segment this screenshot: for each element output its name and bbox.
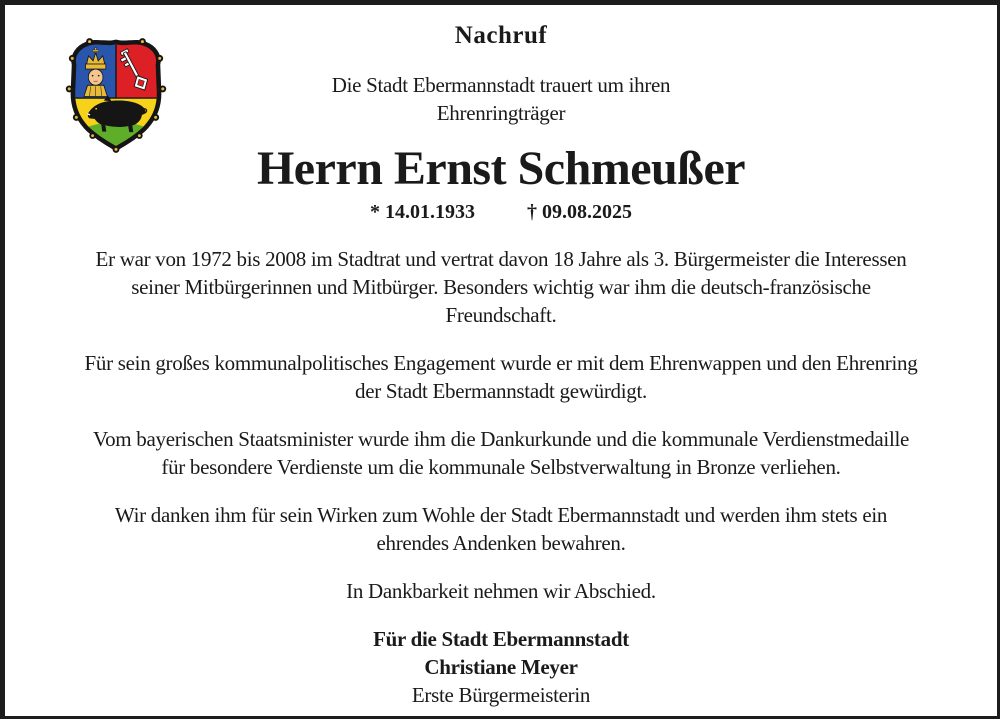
body-line: Freundschaft.: [445, 303, 557, 327]
obituary-body: [5, 245, 997, 709]
life-dates: [5, 199, 997, 225]
body-line: Er war von 1972 bis 2008 im Stadtrat und vertrat davon 18 Jahre als 3. Bürgermeister die Interessen: [95, 247, 907, 271]
signature-block: [5, 625, 997, 709]
body-line: Vom bayerischen Staatsminister wurde ihm die Dankurkunde und die kommunale Verdienstmedaille: [92, 427, 910, 451]
closing-line: In Dankbarkeit nehmen wir Abschied.: [346, 579, 656, 603]
coat-of-arms-ebermannstadt-icon: [60, 35, 172, 155]
paragraph-1: [5, 245, 997, 329]
body-line: für besondere Verdienste um die kommunale Selbstverwaltung in Bronze verliehen.: [161, 455, 841, 479]
signature-name: Christiane Meyer: [424, 655, 578, 679]
body-line: seiner Mitbürgerinnen und Mitbürger. Besonders wichtig war ihm die deutsch-französische: [131, 275, 871, 299]
intro-line: Ehrenringträger: [436, 101, 566, 125]
body-line: Für sein großes kommunalpolitisches Engagement wurde er mit dem Ehrenwappen und den Ehrenring: [84, 351, 918, 375]
birth-date: * 14.01.1933: [370, 201, 475, 223]
deceased-name: Herrn Ernst Schmeußer: [256, 142, 746, 195]
paragraph-2: [5, 349, 997, 405]
intro-line: Die Stadt Ebermannstadt trauert um ihren: [331, 73, 671, 97]
body-line: der Stadt Ebermannstadt gewürdigt.: [355, 379, 647, 403]
signature-org: Für die Stadt Ebermannstadt: [373, 627, 629, 651]
death-date: † 09.08.2025: [527, 201, 632, 223]
signature-role: Erste Bürgermeisterin: [411, 683, 591, 707]
paragraph-4: [5, 501, 997, 557]
body-line: Wir danken ihm für sein Wirken zum Wohle der Stadt Ebermannstadt und werden ihm stets ein: [114, 503, 888, 527]
body-line: ehrendes Andenken bewahren.: [376, 531, 626, 555]
page-title: Nachruf: [454, 22, 548, 49]
paragraph-3: [5, 425, 997, 481]
